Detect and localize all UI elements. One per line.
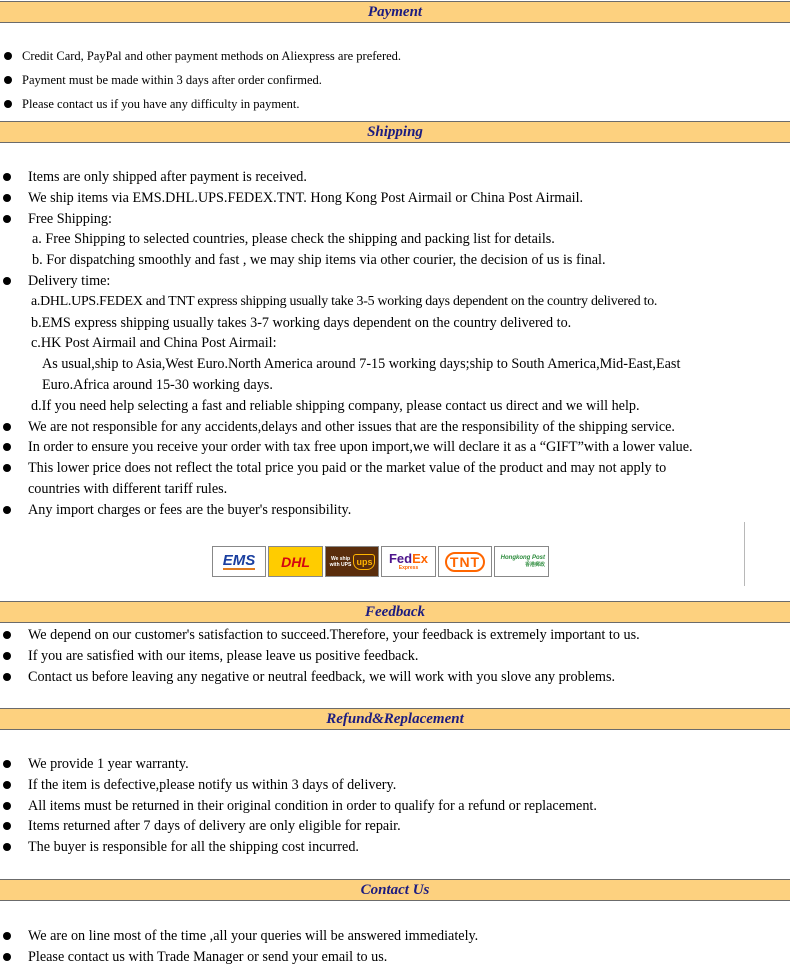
bullet-icon — [3, 652, 11, 660]
bullet-icon — [3, 277, 11, 285]
list-item: This lower price does not reflect the total price you paid or the market value of the product and may not apply to — [0, 458, 790, 479]
bullet-icon — [3, 932, 11, 940]
refund-header — [0, 708, 790, 730]
payment-title: Payment — [367, 4, 423, 20]
bullet-icon — [4, 100, 12, 108]
list-item: Please contact us with Trade Manager or send your email to us. — [0, 947, 790, 968]
list-item: Free Shipping: — [0, 209, 790, 230]
list-item: Items are only shipped after payment is received. — [0, 167, 790, 188]
list-item: Contact us before leaving any negative or neutral feedback, we will work with you slove any problems. — [0, 667, 790, 688]
sub-item: b.EMS express shipping usually takes 3-7 working days dependent on the country delivered to. — [31, 314, 572, 331]
fedex-logo: FedEx Express — [381, 546, 436, 577]
list-item: Please contact us if you have any difficulty in payment. — [0, 92, 790, 116]
divider — [744, 522, 745, 586]
sub-item: As usual,ship to Asia,West Euro.North America around 7-15 working days;ship to South America,Mid-East,East — [42, 356, 681, 373]
list-item: Payment must be made within 3 days after order confirmed. — [0, 68, 790, 92]
list-item: The buyer is responsible for all the shipping cost incurred. — [0, 837, 790, 858]
list-item: All items must be returned in their original condition in order to qualify for a refund or replacement. — [0, 796, 790, 817]
bullet-icon — [3, 953, 11, 961]
list-item: Delivery time: — [0, 271, 790, 292]
list-item: Items returned after 7 days of delivery are only eligible for repair. — [0, 816, 790, 837]
list-item: We are on line most of the time ,all your queries will be answered immediately. — [0, 926, 790, 947]
feedback-list — [0, 625, 790, 687]
bullet-icon — [3, 802, 11, 810]
sub-item: d.If you need help selecting a fast and reliable shipping company, please contact us direct and we will help. — [31, 397, 640, 414]
hongkong-post-logo: Hongkong Post 香港郵政 — [494, 546, 549, 577]
sub-item: countries with different tariff rules. — [28, 480, 228, 497]
payment-header — [0, 1, 790, 23]
list-item: If you are satisfied with our items, please leave us positive feedback. — [0, 646, 790, 667]
dhl-logo: DHL — [268, 546, 323, 577]
list-item: We provide 1 year warranty. — [0, 754, 790, 775]
bullet-icon — [3, 423, 11, 431]
bullet-icon — [3, 194, 11, 202]
list-item: Credit Card, PayPal and other payment methods on Aliexpress are prefered. — [0, 44, 790, 68]
refund-title: Refund&Replacement — [326, 711, 464, 727]
ems-logo: EMS — [212, 546, 266, 577]
contact-title: Contact Us — [360, 882, 430, 898]
bullet-icon — [4, 52, 12, 60]
sub-item: Euro.Africa around 15-30 working days. — [42, 376, 273, 393]
shipping-header — [0, 121, 790, 143]
list-item: We ship items via EMS.DHL.UPS.FEDEX.TNT. Hong Kong Post Airmail or China Post Airmail. — [0, 188, 790, 209]
courier-logos — [212, 546, 549, 579]
bullet-icon — [3, 781, 11, 789]
feedback-title: Feedback — [365, 604, 425, 620]
ups-logo: We ship with UPS ups — [325, 546, 379, 577]
sub-item: c.HK Post Airmail and China Post Airmail: — [31, 335, 277, 352]
sub-item: b. For dispatching smoothly and fast , we may ship items via other courier, the decision of us is final. — [32, 252, 606, 269]
bullet-icon — [4, 76, 12, 84]
ups-shield-icon: ups — [353, 554, 375, 570]
contact-list — [0, 926, 790, 968]
bullet-icon — [3, 843, 11, 851]
contact-header — [0, 879, 790, 901]
sub-item: a. Free Shipping to selected countries, please check the shipping and packing list for details. — [32, 231, 555, 248]
list-item: If the item is defective,please notify us within 3 days of delivery. — [0, 775, 790, 796]
list-item: Any import charges or fees are the buyer's responsibility. — [0, 500, 790, 521]
list-item: We depend on our customer's satisfaction to succeed.Therefore, your feedback is extremely important to us. — [0, 625, 790, 646]
list-item: In order to ensure you receive your order with tax free upon import,we will declare it as a “GIFT”with a lower value. — [0, 437, 790, 458]
bullet-icon — [3, 631, 11, 639]
bullet-icon — [3, 464, 11, 472]
sub-item: a.DHL.UPS.FEDEX and TNT express shipping usually take 3-5 working days dependent on the country delivered to. — [31, 293, 658, 309]
feedback-header — [0, 601, 790, 623]
payment-list — [0, 44, 790, 116]
refund-list — [0, 754, 790, 858]
bullet-icon — [3, 760, 11, 768]
list-item: We are not responsible for any accidents,delays and other issues that are the responsibility of the shipping service. — [0, 417, 790, 438]
bullet-icon — [3, 822, 11, 830]
bullet-icon — [3, 215, 11, 223]
bullet-icon — [3, 506, 11, 514]
shipping-list — [0, 167, 790, 521]
bullet-icon — [3, 443, 11, 451]
tnt-logo: TNT — [438, 546, 492, 577]
bullet-icon — [3, 173, 11, 181]
bullet-icon — [3, 673, 11, 681]
shipping-title: Shipping — [367, 124, 423, 140]
